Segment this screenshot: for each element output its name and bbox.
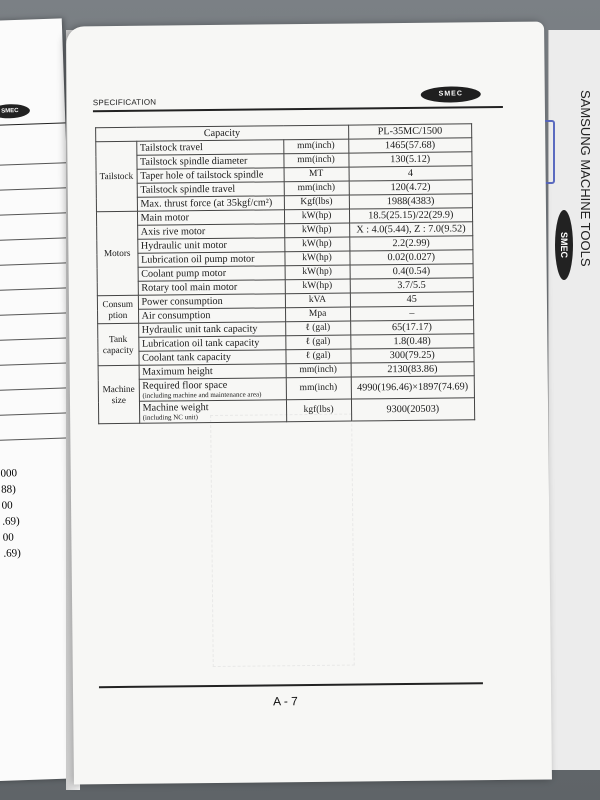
item-cell xyxy=(138,280,285,296)
unit-cell: kW(hp) xyxy=(284,237,349,252)
unit-cell: kgf(lbs) xyxy=(286,399,351,422)
value-cell: 9300(20503) xyxy=(351,398,475,421)
unit-cell: Kgf(lbs) xyxy=(284,195,349,210)
value-cell: 18.5(25.15)/22(29.9) xyxy=(349,208,473,223)
item-cell xyxy=(138,294,285,310)
page-number: A - 7 xyxy=(273,694,298,709)
item-cell xyxy=(138,350,285,366)
item-label: Machine weight xyxy=(142,402,209,414)
left-page-table xyxy=(0,138,76,441)
item-label: Power consumption xyxy=(141,295,223,308)
item-label: Axis rive motor xyxy=(140,226,206,238)
left-page-cell xyxy=(0,238,70,266)
item-cell xyxy=(137,210,284,226)
item-label: Hydraulic unit tank capacity xyxy=(141,323,258,336)
left-page-value: 000 xyxy=(0,467,18,480)
value-cell: 4990(196.46)×1897(74.69) xyxy=(351,376,475,399)
item-cell xyxy=(138,322,285,338)
item-label: Tailstock spindle diameter xyxy=(139,155,248,168)
unit-cell: kW(hp) xyxy=(284,223,349,238)
value-cell: 1.8(0.48) xyxy=(350,334,474,349)
item-cell xyxy=(137,252,284,268)
unit-cell: kW(hp) xyxy=(284,209,349,224)
value-cell: X : 4.0(5.44), Z : 7.0(9.52) xyxy=(349,222,473,237)
spec-table xyxy=(95,123,475,424)
value-cell: 0.4(0.54) xyxy=(350,264,474,279)
header-rule xyxy=(93,106,503,112)
side-book xyxy=(548,30,600,770)
category-cell: Consum ption xyxy=(97,295,138,323)
left-page-cell xyxy=(0,163,68,191)
item-label: Tailstock travel xyxy=(139,142,203,154)
left-page-value: 88) xyxy=(0,483,16,496)
unit-cell: Mpa xyxy=(285,307,350,322)
item-label: Maximum height xyxy=(142,366,213,378)
value-cell: 1465(57.68) xyxy=(348,138,472,153)
unit-cell: kW(hp) xyxy=(285,265,350,280)
left-page-cell xyxy=(0,363,75,391)
left-page-rule xyxy=(0,122,75,126)
page-title: SPECIFICATION xyxy=(92,97,157,108)
left-page-value: 00 xyxy=(1,499,13,512)
value-cell: 0.02(0.027) xyxy=(349,250,473,265)
item-cell xyxy=(137,224,284,240)
footer-rule xyxy=(99,682,483,688)
item-label: Required floor space xyxy=(142,379,228,392)
left-page-cell xyxy=(0,288,72,316)
value-cell: 120(4.72) xyxy=(349,180,473,195)
item-label: Taper hole of tailstock spindle xyxy=(140,169,264,182)
manual-page xyxy=(66,22,552,785)
side-book-logo: SMEC xyxy=(555,210,573,280)
unit-cell: kVA xyxy=(285,293,350,308)
item-cell xyxy=(137,238,284,254)
category-cell: Machine size xyxy=(98,365,139,423)
unit-cell: kW(hp) xyxy=(285,279,350,294)
item-label: Max. thrust force (at 35kgf/cm²) xyxy=(140,197,273,210)
unit-cell: mm(inch) xyxy=(283,139,348,154)
item-cell xyxy=(136,140,283,156)
side-book-brand: SAMSUNG MACHINE TOOLS xyxy=(578,90,593,267)
item-sublabel: (including machine and maintenance area) xyxy=(142,390,262,400)
value-cell: 4 xyxy=(349,166,473,181)
left-page-value: 00 xyxy=(2,531,14,544)
category-cell: Tailstock xyxy=(96,141,137,211)
unit-cell: kW(hp) xyxy=(284,251,349,266)
unit-cell: MT xyxy=(284,167,349,182)
value-cell: 45 xyxy=(350,292,474,307)
item-label: Main motor xyxy=(140,212,190,224)
value-cell: 3.7/5.5 xyxy=(350,278,474,293)
left-page-cell xyxy=(0,188,69,216)
unit-cell: ℓ (gal) xyxy=(285,349,350,364)
left-page-values xyxy=(0,465,21,562)
bleed-through-drawing xyxy=(210,414,355,667)
item-label: Lubrication oil tank capacity xyxy=(141,337,260,350)
unit-cell: mm(inch) xyxy=(286,363,351,378)
capacity-header: Capacity xyxy=(96,125,349,142)
value-cell: 130(5.12) xyxy=(348,152,472,167)
left-page-cell xyxy=(0,413,76,441)
left-page-cell xyxy=(0,338,74,366)
left-page-cell xyxy=(0,138,67,166)
item-cell xyxy=(138,266,285,282)
category-cell: Tank capacity xyxy=(98,323,139,365)
left-page-value: .69) xyxy=(2,515,20,528)
value-cell: 2130(83.86) xyxy=(351,362,475,377)
left-page-cell xyxy=(0,263,71,291)
item-label: Tailstock spindle travel xyxy=(140,183,236,196)
left-page-cell xyxy=(0,213,69,241)
item-cell xyxy=(138,308,285,324)
item-cell xyxy=(137,196,284,212)
value-cell: 2.2(2.99) xyxy=(349,236,473,251)
table-row xyxy=(98,398,474,424)
page-header xyxy=(93,92,503,114)
unit-cell: ℓ (gal) xyxy=(285,335,350,350)
unit-cell: mm(inch) xyxy=(286,377,351,400)
item-cell xyxy=(139,400,286,424)
item-cell xyxy=(137,182,284,198)
item-label: Lubrication oil pump motor xyxy=(140,253,255,266)
smec-logo: SMEC xyxy=(421,86,481,103)
item-sublabel: (including NC unit) xyxy=(142,413,198,422)
item-label: Hydraulic unit motor xyxy=(140,239,227,252)
value-cell: 1988(4383) xyxy=(349,194,473,209)
left-page-logo: SMEC xyxy=(0,104,30,119)
item-cell xyxy=(138,336,285,352)
left-page-value: .69) xyxy=(3,547,21,560)
unit-cell: ℓ (gal) xyxy=(285,321,350,336)
item-label: Coolant pump motor xyxy=(141,267,227,280)
item-label: Coolant tank capacity xyxy=(142,351,231,364)
item-cell xyxy=(136,154,283,170)
value-cell: 300(79.25) xyxy=(350,348,474,363)
category-cell: Motors xyxy=(96,211,137,295)
item-label: Rotary tool main motor xyxy=(141,281,238,294)
unit-cell: mm(inch) xyxy=(283,153,348,168)
item-cell xyxy=(139,378,286,402)
unit-cell: mm(inch) xyxy=(284,181,349,196)
left-page-cell xyxy=(0,388,75,416)
item-cell xyxy=(139,364,286,380)
item-label: Air consumption xyxy=(141,310,211,322)
value-cell: 65(17.17) xyxy=(350,320,474,335)
item-cell xyxy=(137,168,284,184)
model-header: PL-35MC/1500 xyxy=(348,124,472,139)
value-cell: – xyxy=(350,306,474,321)
left-page-cell xyxy=(0,313,73,341)
